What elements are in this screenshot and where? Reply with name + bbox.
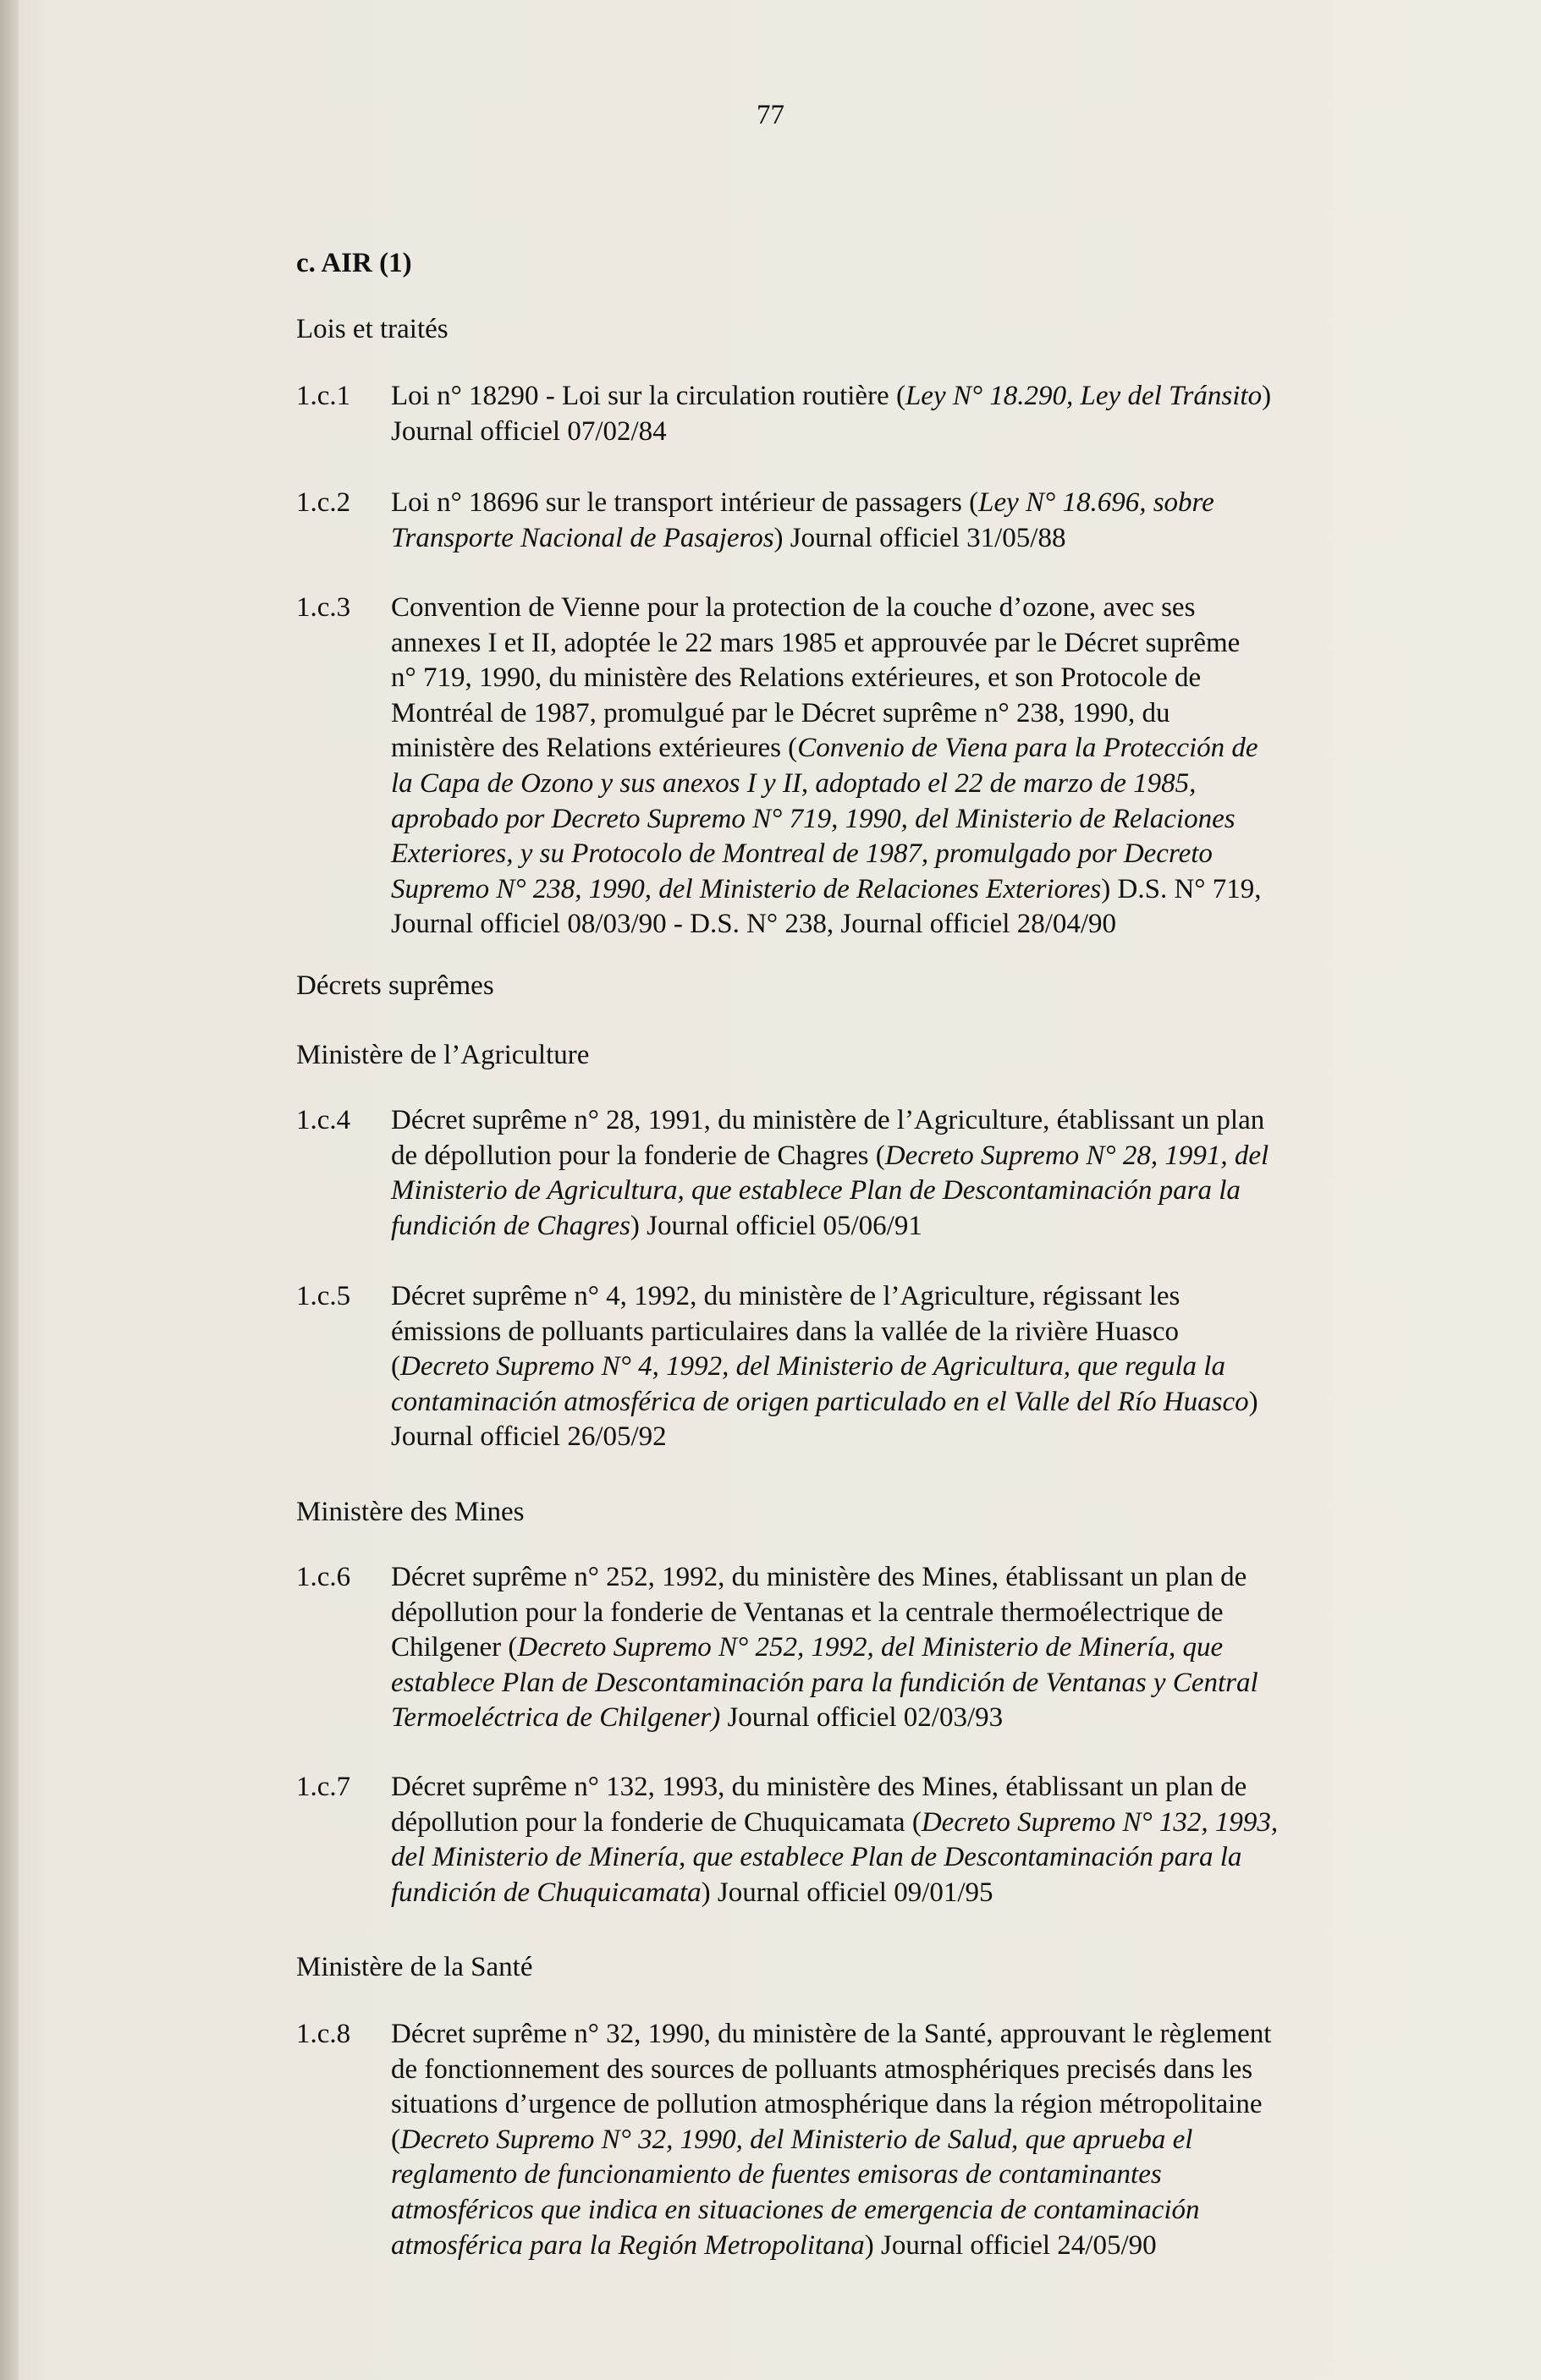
- italic-text: la Capa de Ozono y sus anexos I y II, adoptado el 22 de marzo de 1985,: [391, 767, 1197, 799]
- text-run: Journal officiel 07/02/84: [391, 415, 667, 447]
- text-run: Loi n° 18290 - Loi sur la circulation routière (: [391, 381, 905, 411]
- entry-1c1: [296, 379, 1388, 449]
- italic-text: Ley N° 18.290, Ley del Tránsito: [905, 381, 1263, 411]
- text-run: ) Journal officiel 24/05/90: [864, 2229, 1157, 2261]
- ministry-health-heading: Ministère de la Santé: [296, 1952, 533, 1982]
- entry-line: [391, 1103, 1390, 1139]
- entry-1c7: [296, 1770, 1388, 1910]
- entry-line: [391, 1770, 1390, 1806]
- entry-1c8: [296, 2017, 1388, 2263]
- italic-text: Decreto Supremo N° 4, 1992, del Ministerio de Agricultura, que regula la: [400, 1351, 1225, 1382]
- italic-text: reglamento de funcionamiento de fuentes emisoras de contaminantes: [391, 2159, 1162, 2190]
- entry-text: [391, 1279, 1390, 1455]
- italic-text: aprobado por Decreto Supremo N° 719, 1990, del Ministerio de Relaciones: [391, 803, 1236, 834]
- entry-1c4: [296, 1103, 1388, 1244]
- text-run: Décret suprême n° 132, 1993, du ministère des Mines, établissant un plan de: [391, 1772, 1247, 1802]
- text-run: Décret suprême n° 4, 1992, du ministère de l’Agriculture, régissant les: [391, 1281, 1181, 1311]
- entry-line: [391, 1876, 1390, 1911]
- text-run: Journal officiel 26/05/92: [391, 1421, 667, 1453]
- text-run: ): [1262, 381, 1272, 411]
- entry-1c5: [296, 1279, 1388, 1455]
- text-run: Convention de Vienne pour la protection de la couche d’ozone, avec ses: [391, 592, 1196, 623]
- text-run: n° 719, 1990, du ministère des Relations extérieures, et son Protocole de: [391, 662, 1202, 694]
- italic-text: Ley N° 18.696, sobre: [978, 487, 1214, 518]
- text-run: Chilgener (: [391, 1632, 518, 1663]
- entry-line: [391, 521, 1390, 557]
- entry-line: [391, 837, 1390, 872]
- entry-text: [391, 1560, 1390, 1736]
- text-run: annexes I et II, adoptée le 22 mars 1985 et approuvée par le Décret suprême: [391, 627, 1241, 658]
- entry-line: [391, 1701, 1390, 1736]
- entry-line: [391, 591, 1390, 626]
- italic-text: Decreto Supremo N° 28, 1991, del: [884, 1140, 1269, 1171]
- entry-text: [391, 1103, 1390, 1244]
- text-run: ) Journal officiel 09/01/95: [701, 1877, 993, 1908]
- text-run: de dépollution pour la fonderie de Chagres (: [391, 1140, 885, 1171]
- text-run: situations d’urgence de pollution atmosphérique dans la région métropolitaine: [391, 2089, 1263, 2120]
- entry-1c6: [296, 1560, 1388, 1736]
- entry-line: [391, 626, 1390, 662]
- entry-1c2: [296, 486, 1388, 556]
- entry-number: 1.c.6: [296, 1562, 351, 1592]
- text-run: (: [391, 2124, 400, 2155]
- entry-line: [391, 1630, 1390, 1666]
- entry-line: [391, 1596, 1390, 1631]
- entry-number: 1.c.8: [296, 2019, 351, 2049]
- entry-line: [391, 379, 1390, 415]
- entry-line: [391, 696, 1390, 732]
- text-run: émissions de polluants particulaires dans la vallée de la rivière Huasco: [391, 1316, 1180, 1347]
- entry-text: [391, 2017, 1390, 2263]
- text-run: Décret suprême n° 252, 1992, du ministère des Mines, établissant un plan de: [391, 1562, 1247, 1592]
- entry-line: [391, 2053, 1390, 2088]
- entry-line: [391, 2087, 1390, 2123]
- entry-number: 1.c.1: [296, 381, 351, 411]
- italic-text: contaminación atmosférica de origen particulado en el Valle del Río Huasco: [391, 1386, 1249, 1417]
- section-title: c. AIR (1): [296, 248, 412, 278]
- italic-text: Decreto Supremo N° 252, 1992, del Ministerio de Minería, que: [517, 1632, 1224, 1663]
- entry-line: [391, 1385, 1390, 1421]
- page-gutter-shadow: [0, 0, 19, 2380]
- entry-line: [391, 2017, 1390, 2053]
- entry-text: [391, 486, 1390, 556]
- italic-text: atmosférica para la Región Metropolitana: [391, 2229, 865, 2261]
- entry-1c3: [296, 591, 1388, 943]
- entry-line: [391, 1666, 1390, 1701]
- italic-text: Ministerio de Agricultura, que establece Plan de Descontaminación para la: [391, 1175, 1241, 1206]
- entry-line: [391, 661, 1390, 696]
- text-run: Journal officiel 02/03/93: [720, 1702, 1004, 1734]
- italic-text: del Ministerio de Minería, que establece Plan de Descontaminación para la: [391, 1842, 1242, 1873]
- entry-text: [391, 379, 1390, 449]
- italic-text: fundición de Chuquicamata: [391, 1877, 702, 1908]
- text-run: ministère des Relations extérieures (: [391, 733, 798, 764]
- entry-line: [391, 872, 1390, 908]
- entry-line: [391, 802, 1390, 838]
- text-run: Décret suprême n° 28, 1991, du ministère de l’Agriculture, établissant un plan: [391, 1105, 1265, 1135]
- entry-line: [391, 731, 1390, 767]
- entry-line: [391, 1349, 1390, 1385]
- entry-number: 1.c.3: [296, 592, 351, 623]
- entry-line: [391, 2193, 1390, 2229]
- entry-line: [391, 415, 1390, 450]
- italic-text: atmosféricos que indica en situaciones de emergencia de contaminación: [391, 2194, 1200, 2225]
- entry-line: [391, 2229, 1390, 2264]
- text-run: ) Journal officiel 31/05/88: [773, 522, 1066, 553]
- subheading-laws: Lois et traités: [296, 314, 449, 344]
- entry-line: [391, 2123, 1390, 2158]
- entry-line: [391, 1174, 1390, 1209]
- page-number: 77: [757, 100, 784, 130]
- entry-line: [391, 1840, 1390, 1876]
- entry-line: [391, 1315, 1390, 1350]
- text-run: ) D.S. N° 719,: [1101, 873, 1262, 904]
- text-run: dépollution pour la fonderie de Chuquicamata (: [391, 1806, 922, 1838]
- entry-line: [391, 486, 1390, 521]
- ministry-mines-heading: Ministère des Mines: [296, 1497, 525, 1527]
- text-run: Montréal de 1987, promulgué par le Décret suprême n° 238, 1990, du: [391, 697, 1170, 728]
- entry-line: [391, 1209, 1390, 1245]
- entry-number: 1.c.5: [296, 1281, 351, 1311]
- italic-text: Decreto Supremo N° 32, 1990, del Ministerio de Salud, que aprueba el: [400, 2124, 1193, 2155]
- subheading-decrees: Décrets suprêmes: [296, 970, 494, 1001]
- entry-line: [391, 1420, 1390, 1455]
- text-run: ) Journal officiel 05/06/91: [630, 1210, 922, 1241]
- italic-text: Convenio de Viena para la Protección de: [797, 733, 1258, 764]
- italic-text: fundición de Chagres: [391, 1210, 630, 1241]
- entry-line: [391, 767, 1390, 802]
- ministry-agriculture-heading: Ministère de l’Agriculture: [296, 1040, 590, 1070]
- text-run: de fonctionnement des sources de polluants atmosphériques precisés dans les: [391, 2053, 1253, 2085]
- text-run: Décret suprême n° 32, 1990, du ministère de la Santé, approuvant le règlement: [391, 2019, 1272, 2049]
- entry-line: [391, 907, 1390, 943]
- entry-line: [391, 1806, 1390, 1841]
- italic-text: Exteriores, y su Protocolo de Montreal de 1987, promulgado por Decreto: [391, 838, 1213, 870]
- entry-number: 1.c.2: [296, 487, 351, 518]
- text-run: ): [1248, 1386, 1258, 1417]
- entry-line: [391, 1560, 1390, 1596]
- italic-text: establece Plan de Descontaminación para la fundición de Ventanas y Central: [391, 1667, 1258, 1698]
- entry-text: [391, 1770, 1390, 1910]
- entry-number: 1.c.4: [296, 1105, 351, 1135]
- text-run: Loi n° 18696 sur le transport intérieur de passagers (: [391, 487, 979, 518]
- entry-number: 1.c.7: [296, 1772, 351, 1802]
- entry-line: [391, 2157, 1390, 2193]
- entry-text: [391, 591, 1390, 943]
- text-run: (: [391, 1351, 400, 1382]
- text-run: dépollution pour la fonderie de Ventanas et la centrale thermoélectrique de: [391, 1597, 1224, 1628]
- italic-text: Termoeléctrica de Chilgener): [391, 1702, 721, 1734]
- italic-text: Transporte Nacional de Pasajeros: [391, 522, 774, 553]
- entry-line: [391, 1139, 1390, 1174]
- italic-text: Decreto Supremo N° 132, 1993,: [921, 1806, 1279, 1838]
- entry-line: [391, 1279, 1390, 1315]
- italic-text: Supremo N° 238, 1990, del Ministerio de Relaciones Exteriores: [391, 873, 1102, 904]
- text-run: Journal officiel 08/03/90 - D.S. N° 238, Journal officiel 28/04/90: [391, 909, 1117, 940]
